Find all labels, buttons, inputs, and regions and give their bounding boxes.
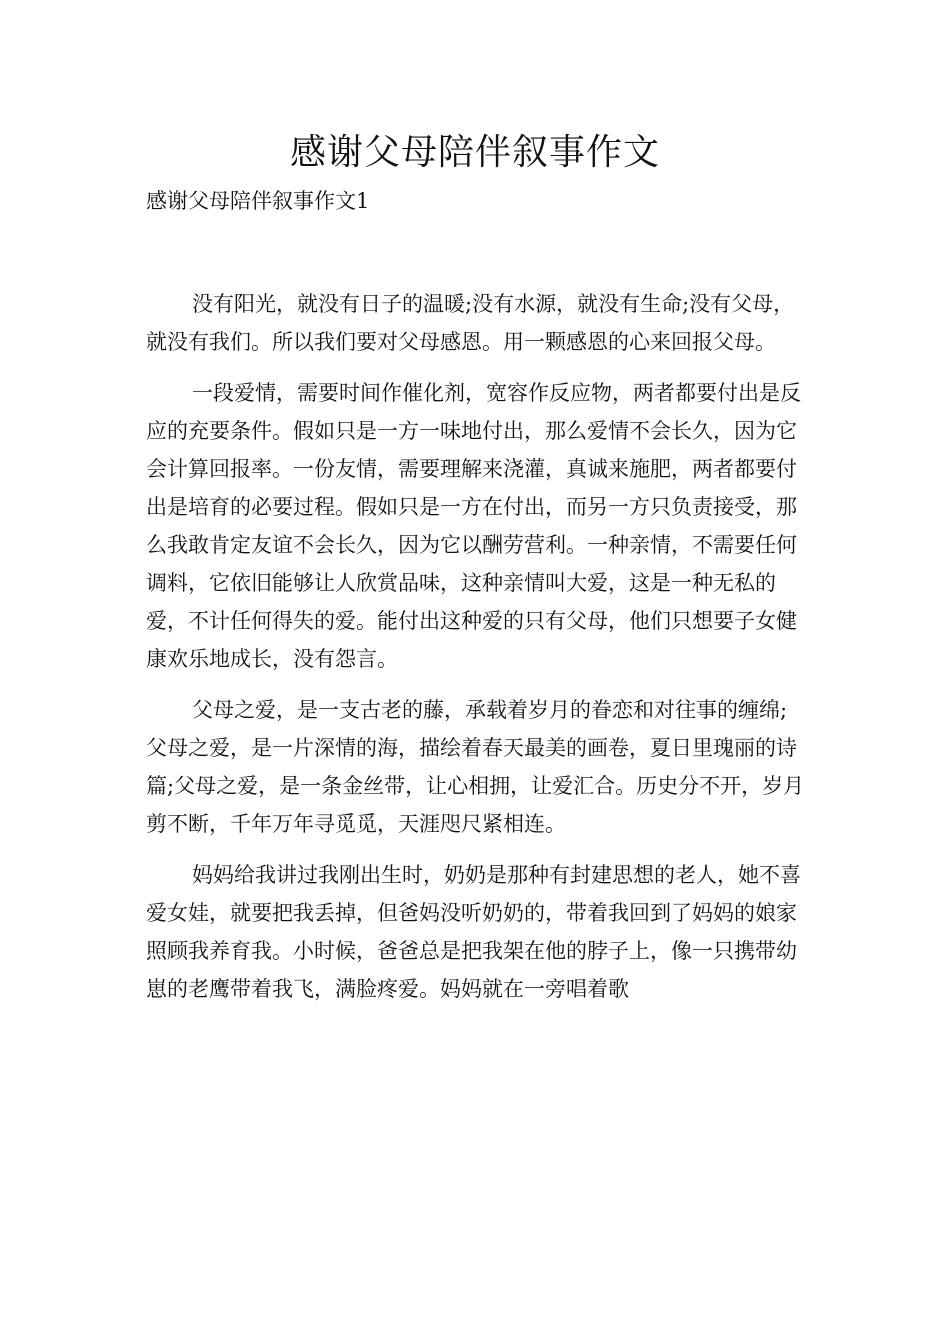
paragraph: 没有阳光，就没有日子的温暖;没有水源，就没有生命;没有父母，就没有我们。所以我们要对父母感恩。用一颗感恩的心来回报父母。 <box>146 292 795 354</box>
paragraph: 一段爱情，需要时间作催化剂，宽容作反应物，两者都要付出是反应的充要条件。假如只是一方一味地付出，那么爱情不会长久，因为它会计算回报率。一份友情，需要理解来浇灌，真诚来施肥，两者都要付出是培育的必要过程。假如只是一方在付出，而另一方只负责接受，那么我敢肯定友谊不会长久，因为它以酬劳营利。一种亲情，不需要任何调料，它依旧能够让人欣赏品味，这种亲情叫大爱，这是一种无私的爱，不计任何得失的爱。能付出这种爱的只有父母，他们只想要子女健康欢乐地成长，没有怨言。 <box>146 381 801 671</box>
document-body <box>146 285 806 1021</box>
document-title: 感谢父母陪伴叙事作文 <box>289 132 660 173</box>
document-subtitle: 感谢父母陪伴叙事作文1 <box>146 189 370 213</box>
paragraph: 父母之爱，是一支古老的藤，承载着岁月的眷恋和对往事的缠绵;父母之爱，是一片深情的海，描绘着春天最美的画卷，夏日里瑰丽的诗篇;父母之爱，是一条金丝带，让心相拥，让爱汇合。历史分不开，岁月剪不断，千年万年寻觅觅，天涯咫尺紧相连。 <box>146 698 805 836</box>
paragraph: 妈妈给我讲过我刚出生时，奶奶是那种有封建思想的老人，她不喜爱女娃，就要把我丢掉，但爸妈没听奶奶的，带着我回到了妈妈的娘家照顾我养育我。小时候，爸爸总是把我架在他的脖子上，像一只携带幼崽的老鹰带着我飞，满脸疼爱。妈妈就在一旁唱着歌 <box>146 863 801 1001</box>
